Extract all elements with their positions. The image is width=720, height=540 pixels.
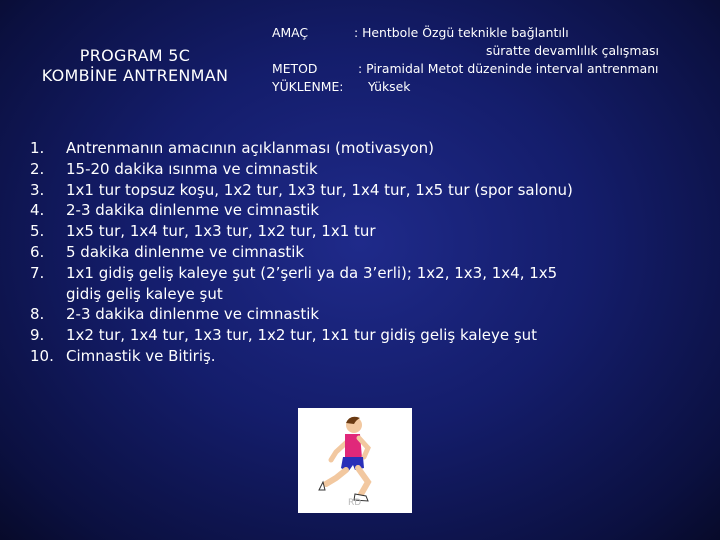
step-number: 5. <box>30 222 45 241</box>
steps-list <box>30 138 710 367</box>
step-item <box>30 221 710 242</box>
step-number: 3. <box>30 180 45 199</box>
amac-row-continued <box>272 42 718 60</box>
amac-label: AMAÇ <box>272 25 309 40</box>
step-number: 9. <box>30 326 45 345</box>
program-title-line1: PROGRAM 5C <box>79 46 191 65</box>
step-number: 10. <box>30 346 54 365</box>
step-text: 1x2 tur, 1x4 tur, 1x3 tur, 1x2 tur, 1x1 tur gidiş geliş kaleye şut <box>66 326 538 345</box>
metod-row <box>272 60 718 78</box>
step-item <box>30 138 710 159</box>
step-text: 2-3 dakika dinlenme ve cimnastik <box>66 305 320 324</box>
step-number: 2. <box>30 159 45 178</box>
step-number: 8. <box>30 305 45 324</box>
yuklenme-label: YÜKLENME: <box>272 79 344 94</box>
step-item <box>30 325 710 346</box>
figure-caption: RD <box>348 498 362 508</box>
program-info <box>272 24 718 96</box>
step-number: 7. <box>30 263 45 282</box>
step-item <box>30 180 710 201</box>
metod-value: : Piramidal Metot düzeninde interval antrenmanı <box>358 61 659 76</box>
amac-row <box>272 24 718 42</box>
step-text: gidiş geliş kaleye şut <box>66 284 223 303</box>
step-number: 1. <box>30 139 45 157</box>
step-number: 6. <box>30 242 45 261</box>
metod-label: METOD <box>272 61 318 76</box>
step-item <box>30 159 710 180</box>
runner-leg-front <box>358 468 368 496</box>
step-text: 1x5 tur, 1x4 tur, 1x3 tur, 1x2 tur, 1x1 tur <box>66 222 376 241</box>
step-text: Cimnastik ve Bitiriş. <box>66 346 216 365</box>
step-text: 2-3 dakika dinlenme ve cimnastik <box>66 201 320 220</box>
step-text: 5 dakika dinlenme ve cimnastik <box>66 242 305 261</box>
runner-clipart-icon <box>298 408 412 513</box>
step-item <box>30 304 710 325</box>
step-item <box>30 200 710 221</box>
step-text: 1x1 gidiş geliş kaleye şut (2’şerli ya da 3’erli); 1x2, 1x3, 1x4, 1x5 <box>66 263 558 282</box>
step-text: Antrenmanın amacının açıklanması (motivasyon) <box>66 139 435 157</box>
program-title <box>10 46 260 86</box>
yuklenme-value: Yüksek <box>368 79 411 94</box>
amac-value: : Hentbole Özgü teknikle bağlantılı <box>354 25 569 40</box>
program-title-line2: KOMBİNE ANTRENMAN <box>41 66 229 85</box>
step-item <box>30 346 710 367</box>
runner-figure <box>298 408 412 513</box>
step-text: 15-20 dakika ısınma ve cimnastik <box>66 159 318 178</box>
step-item <box>30 242 710 263</box>
runner-leg-back <box>326 470 346 484</box>
step-item <box>30 263 710 305</box>
step-text: 1x1 tur topsuz koşu, 1x2 tur, 1x3 tur, 1x4 tur, 1x5 tur (spor salonu) <box>66 180 573 199</box>
amac-value-continued: süratte devamlılık çalışması <box>486 43 659 58</box>
step-number: 4. <box>30 201 45 220</box>
yuklenme-row <box>272 78 718 96</box>
